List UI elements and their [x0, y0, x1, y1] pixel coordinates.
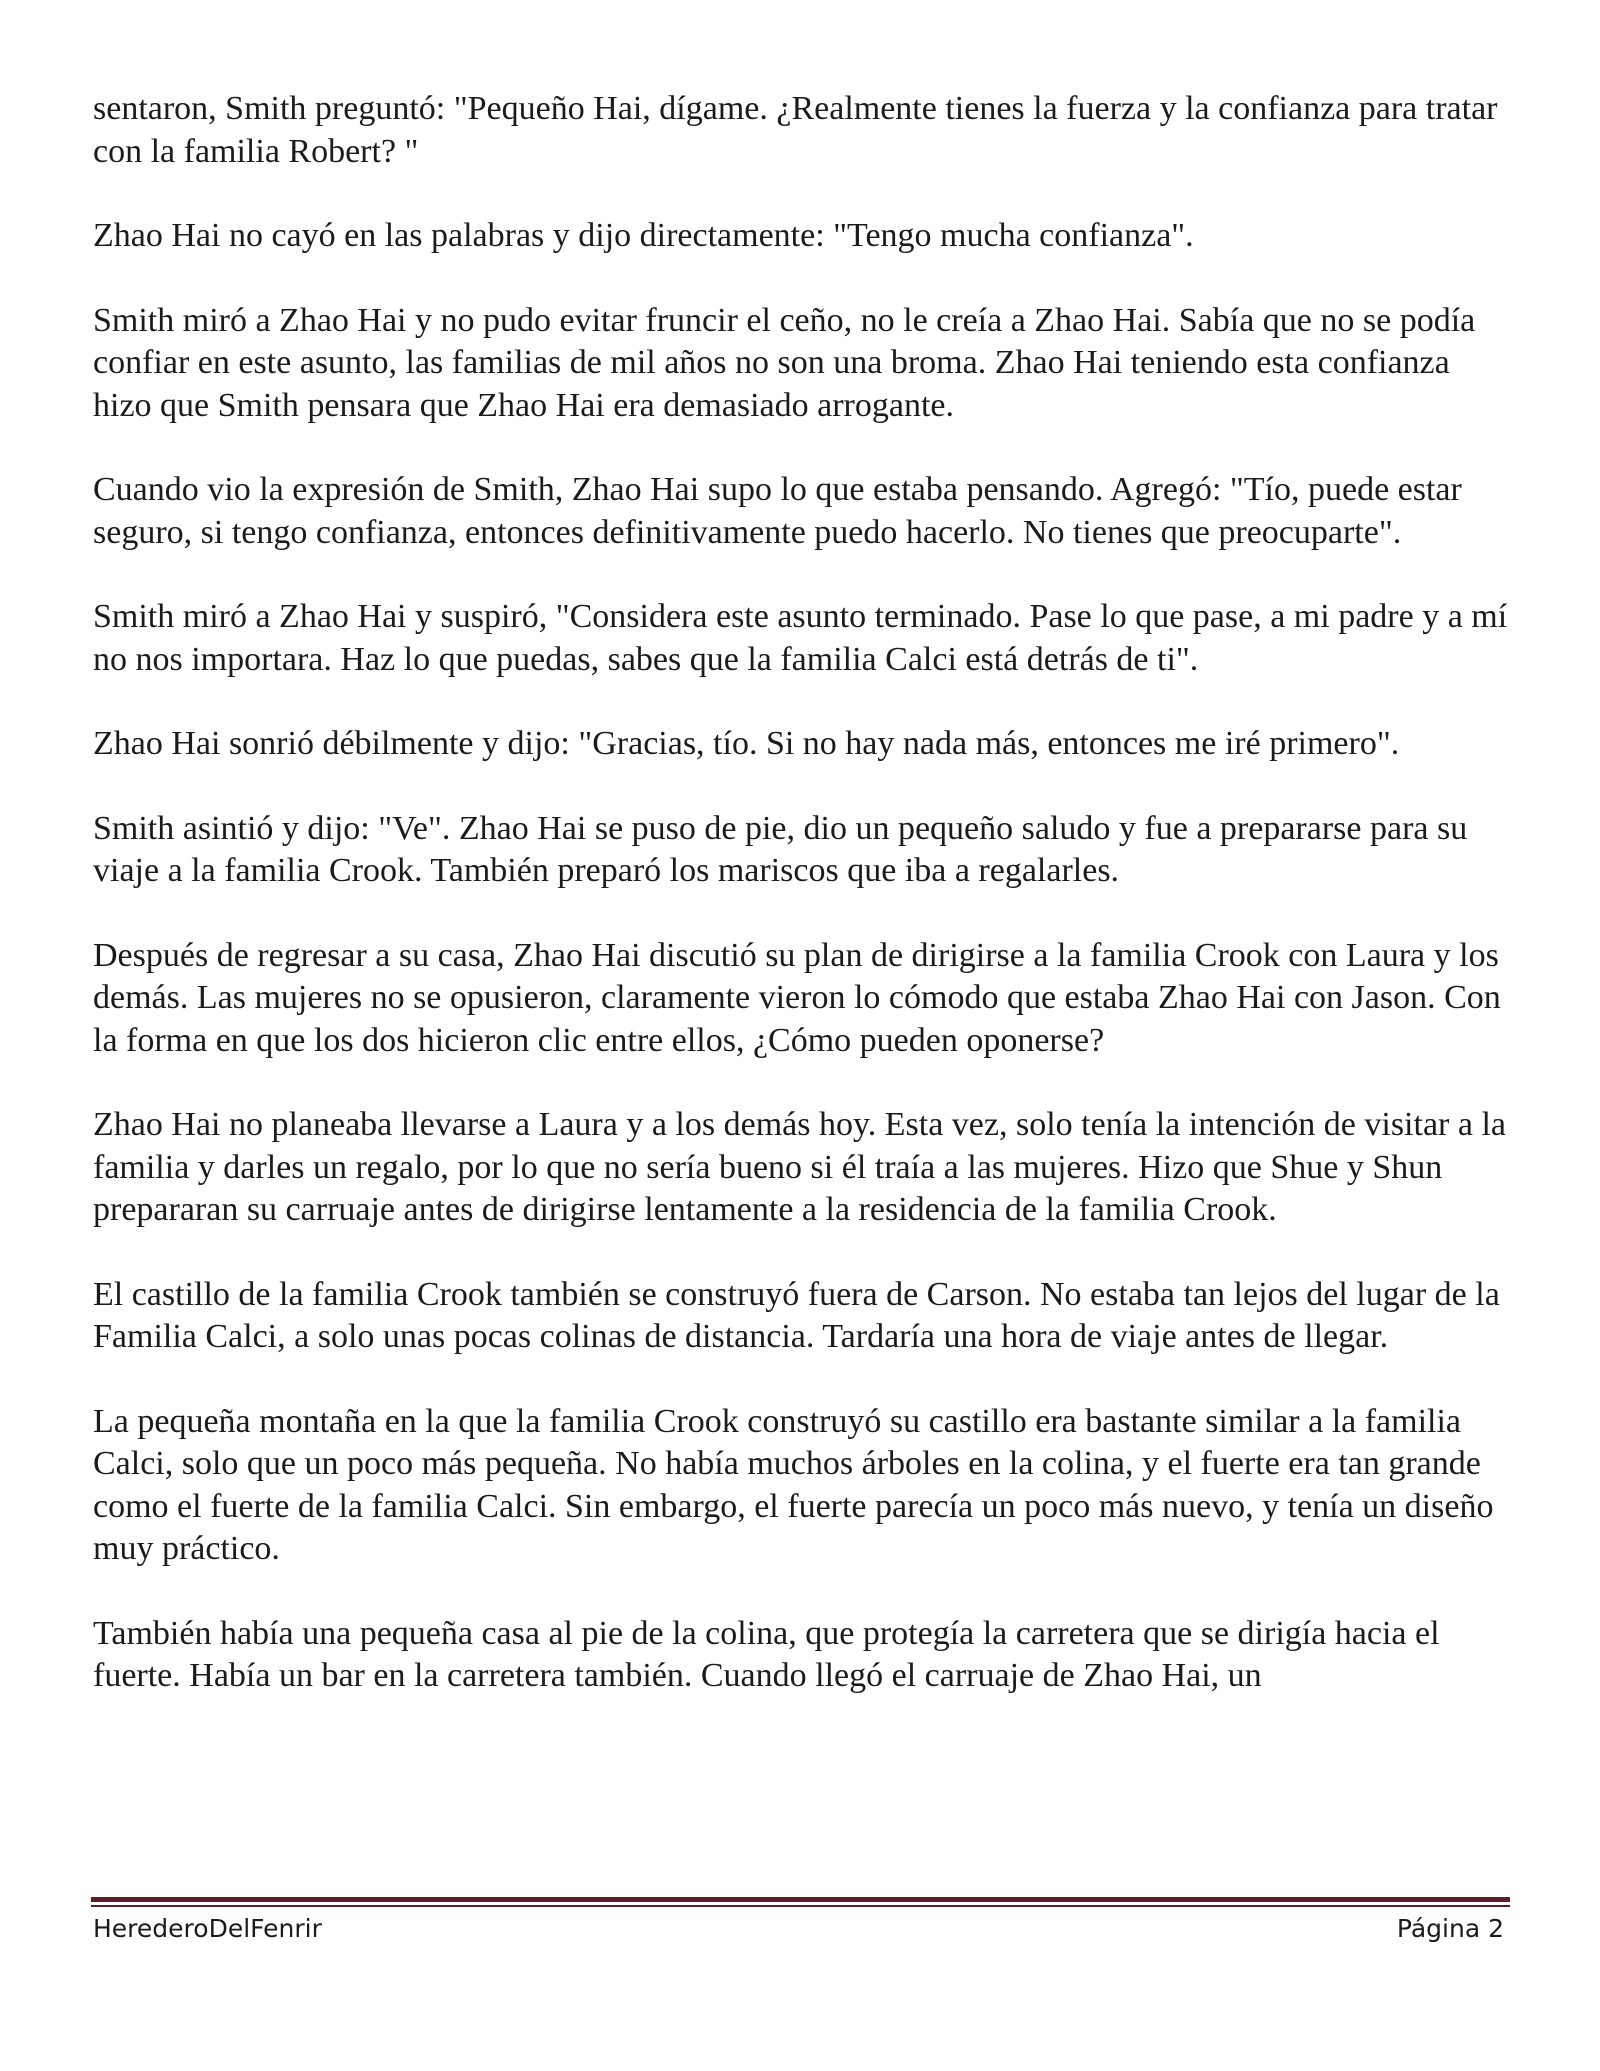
paragraph-9: Zhao Hai no planeaba llevarse a Laura y a los demás hoy. Esta vez, solo tenía la intención de visitar a la familia y darles un regalo, por lo que no sería bueno si él traía a las mujeres. Hizo que Shue y Shun prepararan su carruaje antes de dirigirse lentamente a la residencia de la familia Crook. — [93, 1106, 1506, 1228]
paragraph-12: También había una pequeña casa al pie de la colina, que protegía la carretera que se dirigía hacia el fuerte. Había un bar en la carretera también. Cuando llegó el carruaje de Zhao Hai, un — [93, 1614, 1440, 1694]
paragraph-7: Smith asintió y dijo: "Ve". Zhao Hai se puso de pie, dio un pequeño saludo y fue a prepararse para su viaje a la familia Crook. También preparó los mariscos que iba a regalarles. — [93, 809, 1468, 889]
footer-page-number: Página 2 — [1396, 1914, 1504, 1943]
footer-divider-thick — [91, 1897, 1510, 1902]
paragraph-5: Smith miró a Zhao Hai y suspiró, "Considera este asunto terminado. Pase lo que pase, a mi padre y a mí no nos importara. Haz lo que puedas, sabes que la familia Calci está detrás de ti". — [93, 598, 1508, 678]
footer-divider-thin — [91, 1905, 1510, 1907]
body-text — [93, 88, 1513, 1740]
paragraph-4: Cuando vio la expresión de Smith, Zhao Hai supo lo que estaba pensando. Agregó: "Tío, puede estar seguro, si tengo confianza, entonces definitivamente puedo hacerlo. No tienes que preocuparte". — [93, 471, 1462, 551]
footer-author: HerederoDelFenrir — [93, 1914, 322, 1943]
paragraph-1: sentaron, Smith preguntó: "Pequeño Hai, dígame. ¿Realmente tienes la fuerza y la confianza para tratar con la familia Robert? " — [93, 90, 1498, 170]
paragraph-11: La pequeña montaña en la que la familia Crook construyó su castillo era bastante similar a la familia Calci, solo que un poco más pequeña. No había muchos árboles en la colina, y el fuerte era tan grande como el fuerte de la familia Calci. Sin embargo, el fuerte parecía un poco más nuevo, y tenía un diseño muy práctico. — [93, 1402, 1494, 1567]
paragraph-6: Zhao Hai sonrió débilmente y dijo: "Gracias, tío. Si no hay nada más, entonces me iré primero". — [93, 725, 1400, 762]
paragraph-3: Smith miró a Zhao Hai y no pudo evitar fruncir el ceño, no le creía a Zhao Hai. Sabía que no se podía confiar en este asunto, las familias de mil años no son una broma. Zhao Hai teniendo esta confianza hizo que Smith pensara que Zhao Hai era demasiado arrogante. — [93, 301, 1476, 424]
paragraph-10: El castillo de la familia Crook también se construyó fuera de Carson. No estaba tan lejos del lugar de la Familia Calci, a solo unas pocas colinas de distancia. Tardaría una hora de viaje antes de llegar. — [93, 1275, 1500, 1355]
paragraph-2: Zhao Hai no cayó en las palabras y dijo directamente: "Tengo mucha confianza". — [93, 217, 1194, 254]
paragraph-8: Después de regresar a su casa, Zhao Hai discutió su plan de dirigirse a la familia Crook con Laura y los demás. Las mujeres no se opusieron, claramente vieron lo cómodo que estaba Zhao Hai con Jason. Con la forma en que los dos hicieron clic entre ellos, ¿Cómo pueden oponerse? — [93, 936, 1501, 1059]
